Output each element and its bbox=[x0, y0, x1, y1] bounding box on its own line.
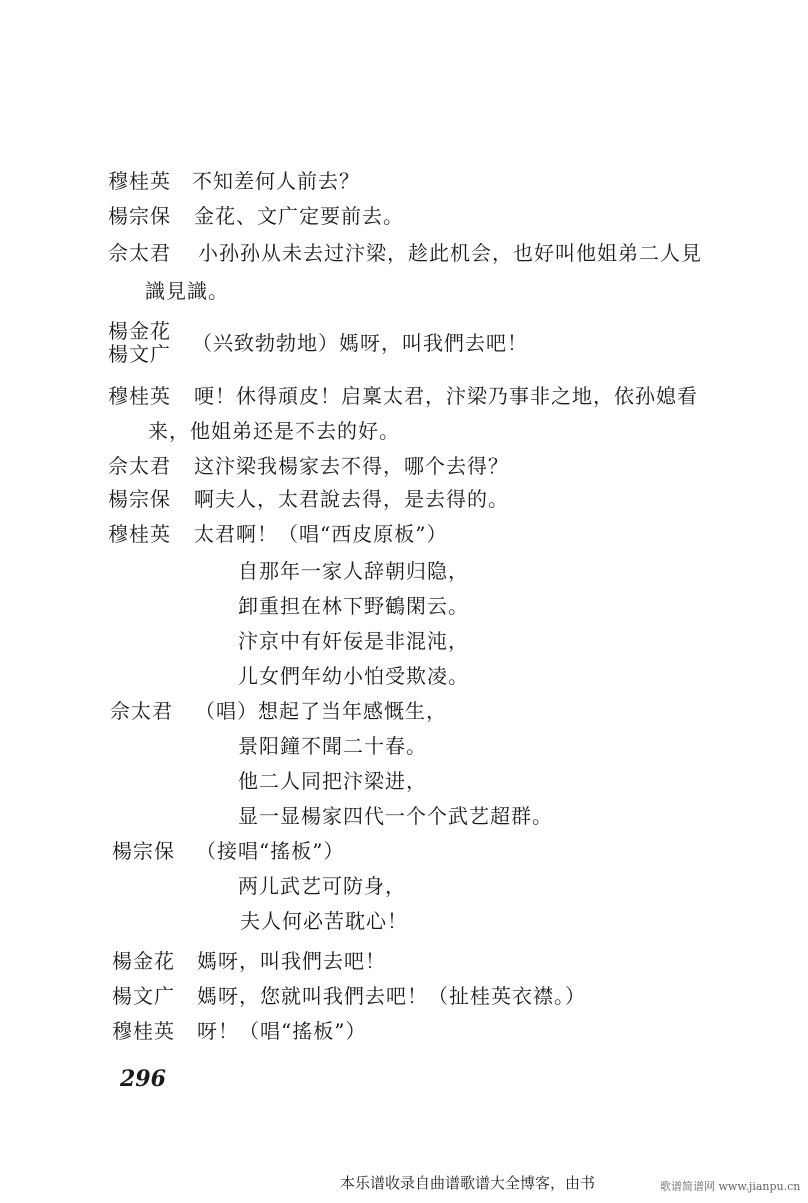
verse-line: 自那年一家人辞朝归隐， bbox=[238, 559, 469, 583]
dialogue-line: 不知差何人前去？ bbox=[192, 169, 360, 193]
page-number: 296 bbox=[120, 1066, 166, 1092]
speaker-name: 佘太君 bbox=[108, 241, 171, 265]
dialogue-continuation: 識見識。 bbox=[145, 279, 229, 303]
verse-line: 汴京中有奸佞是非混沌， bbox=[238, 629, 469, 653]
speaker-name: 楊金花 bbox=[112, 949, 175, 973]
dialogue-line: 哽！休得頑皮！启稟太君，汴梁乃事非之地，依孙媳看 bbox=[194, 384, 698, 408]
verse-line: 显一显楊家四代一个个武艺超群。 bbox=[238, 804, 553, 828]
speaker-name: 楊文广 bbox=[108, 342, 171, 366]
speaker-name: 穆桂英 bbox=[108, 169, 171, 193]
speaker-name: 穆桂英 bbox=[108, 522, 171, 546]
dialogue-line: 啊夫人，太君說去得，是去得的。 bbox=[194, 487, 509, 511]
dialogue-line: 呀！（唱“搖板”） bbox=[197, 1019, 367, 1043]
verse-line: 夫人何必苦耽心！ bbox=[240, 909, 408, 933]
speaker-name: 楊宗保 bbox=[108, 204, 171, 228]
verse-line: 他二人同把汴梁进， bbox=[238, 769, 427, 793]
dialogue-line: （兴致勃勃地）媽呀，叫我們去吧！ bbox=[192, 331, 528, 355]
dialogue-line: 太君啊！（唱“西皮原板”） bbox=[194, 522, 448, 546]
dialogue-line: （接唱“搖板”） bbox=[196, 839, 345, 863]
dialogue-line: 金花、文广定要前去。 bbox=[194, 204, 404, 228]
dialogue-line: （唱）想起了当年感慨生， bbox=[195, 699, 447, 723]
speaker-name: 楊文广 bbox=[112, 984, 175, 1008]
speaker-name: 穆桂英 bbox=[108, 384, 171, 408]
speaker-name: 佘太君 bbox=[110, 699, 173, 723]
verse-line: 景阳鐘不聞二十春。 bbox=[238, 734, 427, 758]
speaker-name: 楊宗保 bbox=[108, 487, 171, 511]
dialogue-continuation: 来，他姐弟还是不去的好。 bbox=[148, 419, 400, 443]
verse-line: 儿女們年幼小怕受欺凌。 bbox=[238, 664, 469, 688]
dialogue-line: 小孙孙从未去过汴梁，趁此机会，也好叫他姐弟二人見 bbox=[198, 241, 702, 265]
speaker-name: 穆桂英 bbox=[112, 1019, 175, 1043]
watermark-text: 歌谱简谱网 www.jianpu.cn bbox=[660, 1180, 801, 1193]
dialogue-line: 媽呀，叫我們去吧！ bbox=[197, 949, 386, 973]
speaker-name: 佘太君 bbox=[108, 454, 171, 478]
speaker-name: 楊宗保 bbox=[112, 839, 175, 863]
source-footer: 本乐谱收录自曲谱歌谱大全博客，由书 bbox=[340, 1174, 596, 1192]
verse-line: 卸重担在林下野鶴閑云。 bbox=[238, 594, 469, 618]
dialogue-line: 媽呀，您就叫我們去吧！（扯桂英衣襟。） bbox=[197, 984, 586, 1008]
speaker-name: 楊金花 bbox=[108, 319, 171, 343]
dialogue-line: 这汴梁我楊家去不得，哪个去得？ bbox=[194, 454, 509, 478]
verse-line: 两儿武艺可防身， bbox=[238, 874, 406, 898]
